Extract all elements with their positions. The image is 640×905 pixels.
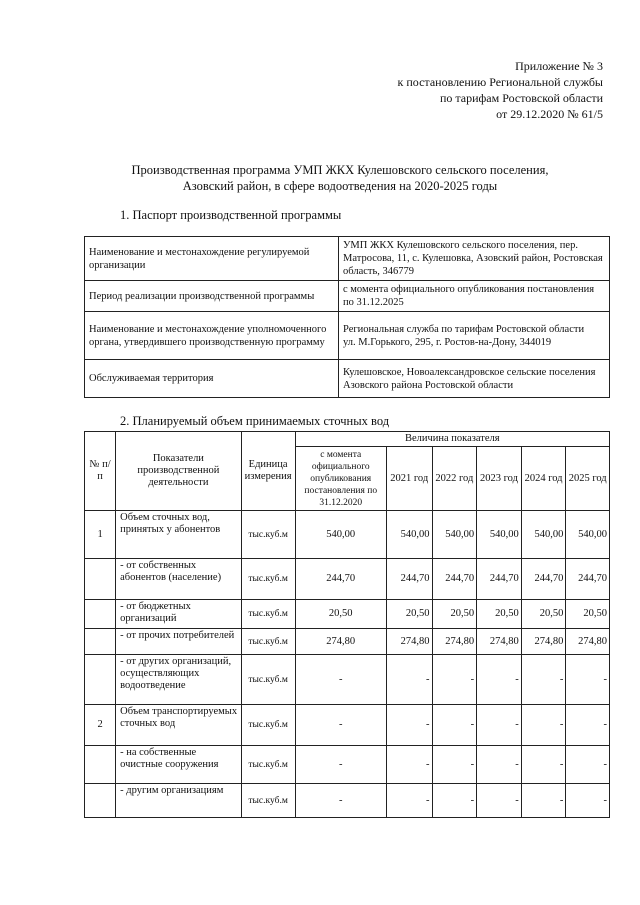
section-heading-volume: 2. Планируемый объем принимаемых сточных вод: [120, 414, 390, 428]
row-value: -: [566, 746, 610, 784]
row-value: 20,50: [477, 600, 522, 629]
row-value: 244,70: [432, 559, 477, 600]
passport-value-address: ул. М.Горького, 295, г. Ростов-на-Дону, 344019: [343, 336, 552, 348]
table-row: [85, 705, 610, 746]
row-value: 20,50: [432, 600, 477, 629]
row-value: -: [295, 655, 386, 705]
appendix-line: от 29.12.2020 № 61/5: [496, 107, 603, 121]
row-value: -: [386, 655, 432, 705]
row-unit: тыс.куб.м: [241, 629, 295, 655]
table-header-row: [85, 432, 610, 447]
row-value: 20,50: [295, 600, 386, 629]
table-row: [85, 281, 610, 312]
row-value: -: [432, 784, 477, 818]
row-value: -: [432, 746, 477, 784]
passport-value-cell: [339, 312, 610, 360]
header-period: 2022 год: [432, 447, 477, 511]
row-value: -: [521, 784, 566, 818]
row-value: -: [566, 784, 610, 818]
header-num: № п/п: [85, 432, 116, 511]
header-period: 2023 год: [477, 447, 522, 511]
row-value: 20,50: [386, 600, 432, 629]
title-line: Производственная программа УМП ЖКХ Кулешовского сельского поселения,: [131, 163, 549, 177]
row-name: - от собственных абонентов (население): [116, 559, 242, 600]
passport-key: Наименование и местонахождение уполномоченного органа, утвердившего производственную программу: [85, 312, 339, 360]
row-value: 540,00: [477, 511, 522, 559]
passport-value: УМП ЖКХ Кулешовского сельского поселения, пер. Матросова, 11, с. Кулешовка, Азовский район, Ростовская область, 346779: [339, 237, 610, 281]
row-value: -: [521, 705, 566, 746]
row-num: 2: [85, 705, 116, 746]
table-row: [85, 655, 610, 705]
table-row: [85, 360, 610, 398]
row-value: 244,70: [566, 559, 610, 600]
row-value: 20,50: [521, 600, 566, 629]
passport-value: Кулешовское, Новоалександровское сельские поселения Азовского района Ростовской области: [339, 360, 610, 398]
row-value: -: [295, 746, 386, 784]
row-value: 20,50: [566, 600, 610, 629]
row-value: -: [566, 705, 610, 746]
volume-table: [84, 431, 610, 818]
row-value: 244,70: [386, 559, 432, 600]
row-num: [85, 784, 116, 818]
appendix-header: [398, 58, 603, 122]
row-unit: тыс.куб.м: [241, 559, 295, 600]
header-indicators: Показатели производственной деятельности: [116, 432, 242, 511]
table-row: [85, 237, 610, 281]
row-name: Объем транспортируемых сточных вод: [116, 705, 242, 746]
passport-key: Период реализации производственной программы: [85, 281, 339, 312]
header-value-group: Величина показателя: [295, 432, 609, 447]
table-row: [85, 746, 610, 784]
row-unit: тыс.куб.м: [241, 705, 295, 746]
row-value: -: [477, 746, 522, 784]
row-value: -: [521, 655, 566, 705]
passport-key: Наименование и местонахождение регулируемой организации: [85, 237, 339, 281]
row-num: [85, 746, 116, 784]
header-period: 2025 год: [566, 447, 610, 511]
row-value: -: [432, 655, 477, 705]
row-name: - другим организациям: [116, 784, 242, 818]
row-value: -: [386, 746, 432, 784]
row-name: - от бюджетных организаций: [116, 600, 242, 629]
row-num: 1: [85, 511, 116, 559]
row-num: [85, 600, 116, 629]
row-value: -: [477, 784, 522, 818]
row-value: 244,70: [295, 559, 386, 600]
row-value: -: [432, 705, 477, 746]
header-period: с момента официального опубликования постановления по 31.12.2020: [295, 447, 386, 511]
header-period: 2021 год: [386, 447, 432, 511]
header-unit: Единица измерения: [241, 432, 295, 511]
appendix-line: к постановлению Региональной службы: [397, 75, 603, 89]
row-value: 540,00: [386, 511, 432, 559]
passport-key: Обслуживаемая территория: [85, 360, 339, 398]
row-value: 274,80: [477, 629, 522, 655]
appendix-line: по тарифам Ростовской области: [439, 91, 603, 105]
row-value: 274,80: [386, 629, 432, 655]
table-row: [85, 312, 610, 360]
row-value: 540,00: [432, 511, 477, 559]
row-value: 274,80: [432, 629, 477, 655]
row-num: [85, 559, 116, 600]
row-value: 244,70: [477, 559, 522, 600]
table-row: [85, 559, 610, 600]
row-unit: тыс.куб.м: [241, 600, 295, 629]
row-name: Объем сточных вод, принятых у абонентов: [116, 511, 242, 559]
section-heading-passport: 1. Паспорт производственной программы: [120, 208, 342, 222]
title-line: Азовский район, в сфере водоотведения на 2020-2025 годы: [182, 179, 498, 193]
document-title: [60, 162, 620, 194]
row-name: - на собственные очистные сооружения: [116, 746, 242, 784]
row-num: [85, 655, 116, 705]
row-value: 274,80: [295, 629, 386, 655]
passport-value: Региональная служба по тарифам Ростовской области: [343, 323, 585, 335]
row-num: [85, 629, 116, 655]
row-value: -: [566, 655, 610, 705]
row-value: -: [386, 705, 432, 746]
row-value: 244,70: [521, 559, 566, 600]
row-value: 274,80: [566, 629, 610, 655]
row-value: -: [295, 784, 386, 818]
table-row: [85, 511, 610, 559]
row-name: - от прочих потребителей: [116, 629, 242, 655]
row-unit: тыс.куб.м: [241, 655, 295, 705]
table-row: [85, 784, 610, 818]
row-value: -: [386, 784, 432, 818]
row-value: 540,00: [521, 511, 566, 559]
row-value: -: [477, 655, 522, 705]
row-value: 274,80: [521, 629, 566, 655]
row-value: 540,00: [295, 511, 386, 559]
passport-table: [84, 236, 610, 398]
row-value: -: [521, 746, 566, 784]
table-row: [85, 600, 610, 629]
row-unit: тыс.куб.м: [241, 511, 295, 559]
header-period: 2024 год: [521, 447, 566, 511]
row-value: -: [295, 705, 386, 746]
row-value: 540,00: [566, 511, 610, 559]
row-unit: тыс.куб.м: [241, 746, 295, 784]
row-unit: тыс.куб.м: [241, 784, 295, 818]
row-name: - от других организаций, осуществляющих водоотведение: [116, 655, 242, 705]
row-value: -: [477, 705, 522, 746]
passport-value: с момента официального опубликования постановления по 31.12.2025: [339, 281, 610, 312]
appendix-line: Приложение № 3: [515, 59, 603, 73]
table-row: [85, 629, 610, 655]
